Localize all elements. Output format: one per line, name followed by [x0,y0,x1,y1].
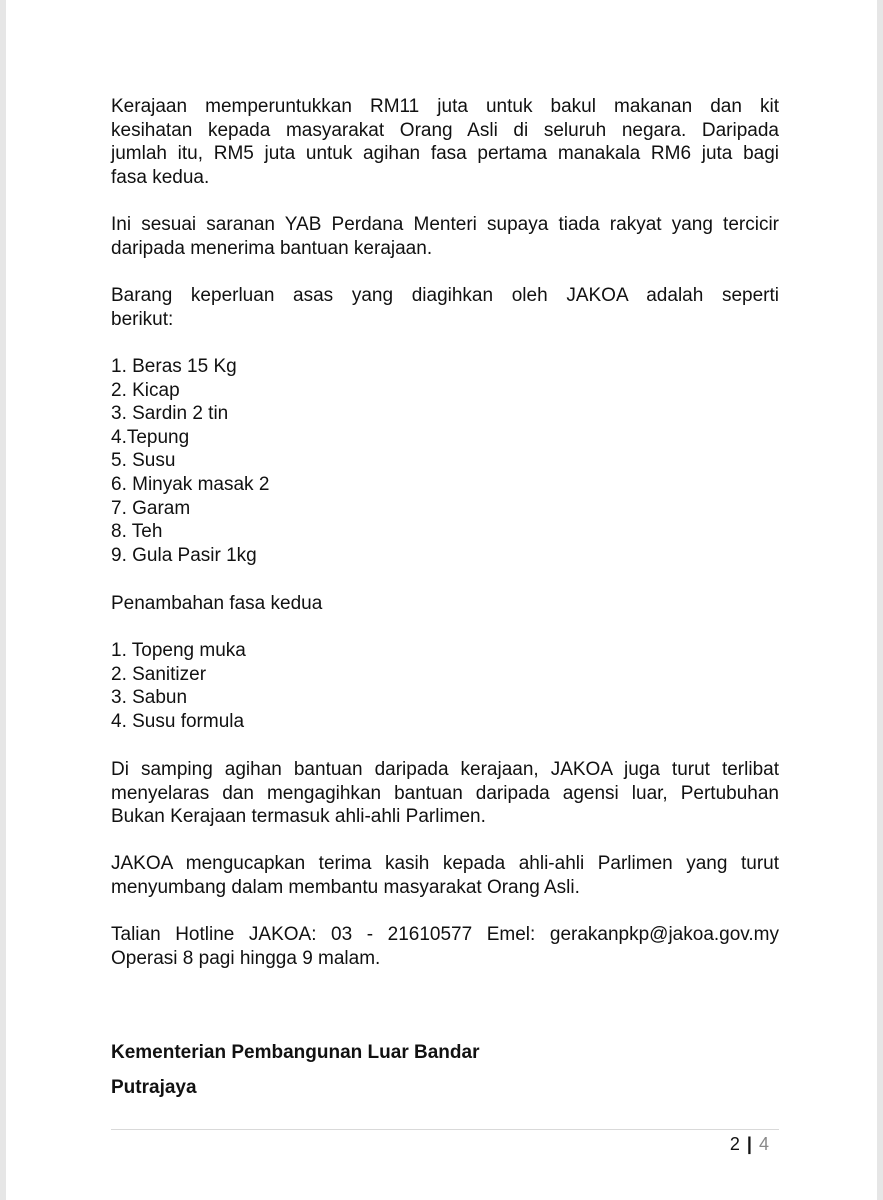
paragraph-line: berikut: [111,308,174,330]
paragraph-line: Kerajaan memperuntukkan RM11 juta untuk bakul makanan dan kit [111,96,779,117]
current-page-number: 2 [729,1134,740,1154]
paragraph-line: daripada menerima bantuan kerajaan. [111,237,433,259]
page-number-separator: | [746,1134,752,1154]
list-item: 4. Susu formula [111,710,245,732]
list-item: 6. Minyak masak 2 [111,473,270,495]
paragraph-basic-items-intro [111,284,779,331]
list-item: 7. Garam [111,497,191,519]
paragraph-thanks [111,852,779,899]
list-item: 9. Gula Pasir 1kg [111,544,257,566]
paragraph-line: Bukan Kerajaan termasuk ahli-ahli Parlimen. [111,806,486,828]
paragraph-line: Barang keperluan asas yang diagihkan oleh JAKOA adalah seperti [111,285,779,306]
paragraph-prime-minister [111,213,779,260]
paragraph-line: JAKOA mengucapkan terima kasih kepada ahli-ahli Parlimen yang turut [111,853,779,874]
list-item: 1. Topeng muka [111,640,246,661]
footer-divider [111,1129,779,1130]
paragraph-line: menyelaras dan mengagihkan bantuan daripada agensi luar, Pertubuhan [111,782,779,804]
paragraph-line: kesihatan kepada masyarakat Orang Asli di seluruh negara. Daripada [111,119,779,141]
basic-items-list [111,355,269,567]
phase2-heading: Penambahan fasa kedua [111,593,323,614]
paragraph-line: Operasi 8 pagi hingga 9 malam. [111,947,381,969]
paragraph-line: jumlah itu, RM5 juta untuk agihan fasa pertama manakala RM6 juta bagi [111,143,779,165]
paragraph-allocation [111,95,779,189]
list-item: 3. Sardin 2 tin [111,403,229,425]
list-item: 2. Sanitizer [111,663,207,685]
list-item: 4.Tepung [111,426,190,448]
paragraph-hotline [111,923,779,970]
list-item: 3. Sabun [111,687,188,709]
paragraph-line: fasa kedua. [111,166,210,188]
page-number [730,1133,769,1155]
paragraph-coordination [111,758,779,829]
paragraph-line: Di samping agihan bantuan daripada kerajaan, JAKOA juga turut terlibat [111,759,779,780]
list-item: 5. Susu [111,450,176,472]
ministry-name: Kementerian Pembangunan Luar Bandar [111,1042,480,1063]
paragraph-line: Talian Hotline JAKOA: 03 - 21610577 Emel: gerakanpkp@jakoa.gov.my [111,924,779,945]
paragraph-line: menyumbang dalam membantu masyarakat Orang Asli. [111,876,580,898]
paragraph-line: Ini sesuai saranan YAB Perdana Menteri supaya tiada rakyat yang tercicir [111,214,779,235]
location-name: Putrajaya [111,1077,197,1098]
total-pages-number: 4 [758,1134,769,1154]
list-item: 2. Kicap [111,379,180,401]
list-item: 1. Beras 15 Kg [111,356,237,377]
phase2-items-list [111,639,246,733]
list-item: 8. Teh [111,521,163,543]
